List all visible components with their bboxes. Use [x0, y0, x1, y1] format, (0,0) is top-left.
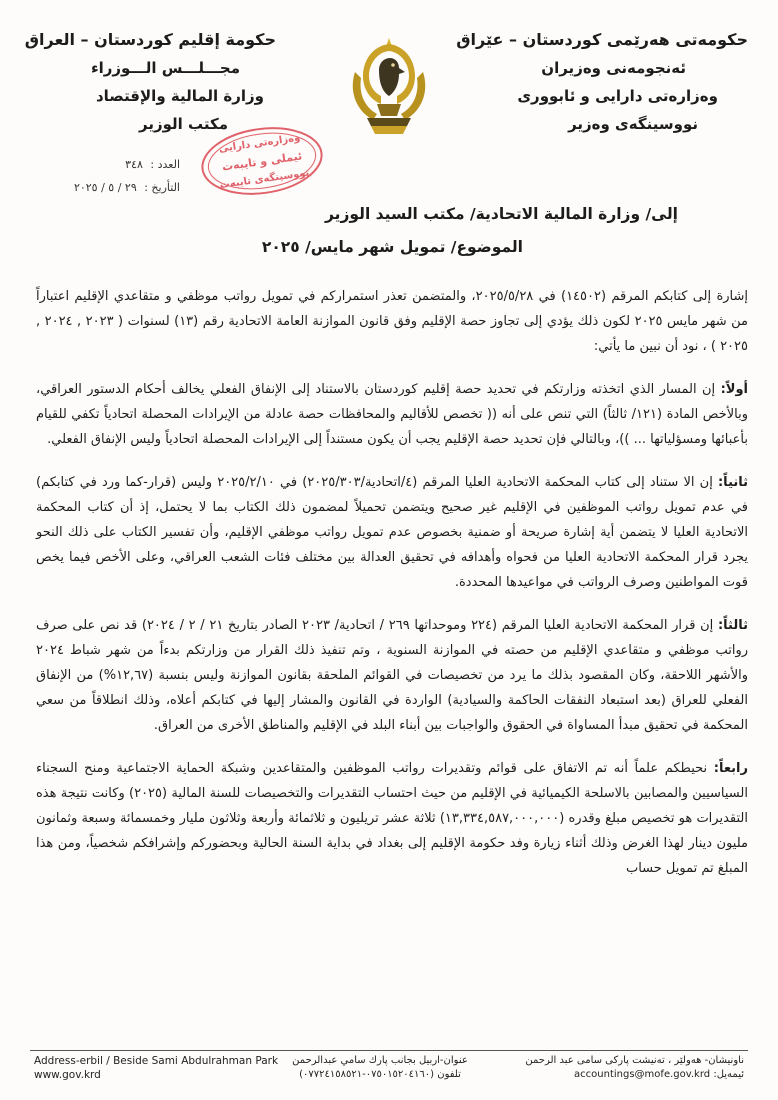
stamp-line1: وەزارەتی دارایی [218, 132, 301, 155]
footer-website[interactable]: www.gov.krd [34, 1069, 101, 1081]
paragraph-second-label: ثانياً: [717, 475, 749, 490]
paragraph-second [36, 470, 748, 595]
paragraph-third [36, 613, 748, 738]
paragraph-third-label: ثالثاً: [717, 618, 748, 633]
kurdish-header-line2: ئەنجومەنی وەزیران [541, 59, 686, 77]
kurdish-header-line1: حکومەتی هەرێمی کوردستان – عێراق [456, 30, 748, 49]
paragraph-intro: إشارة إلى كتابكم المرقم (١٤٥٠٢) في ٢٠٢٥/٥/٢٨، والمتضمن تعذر استمراركم في تمويل رواتب موظفي و متقاعدي الإقليم اعتباراً من شهر مايس ٢٠٢٥ لكون ذلك يؤدي إلى تجاوز حصة الإقليم وفق قانون الموازنة العامة الاتحادية رقم (١٣) لسنوات ( ٢٠٢٣ , ٢٠٢٤ , ٢٠٢٥ ) ، نود أن نبين ما يأتي: [36, 289, 749, 354]
addressee: إلى/ وزارة المالية الاتحادية/ مكتب السيد الوزير [325, 205, 678, 223]
arabic-header-line4: مكتب الوزير [138, 115, 228, 133]
number-value: ٣٤٨ [125, 158, 143, 171]
paragraph-fourth [36, 756, 748, 881]
paragraph-first [36, 377, 748, 452]
subject-line: الموضوع/ تمويل شهر مايس/ ٢٠٢٥ [261, 238, 523, 256]
reference-meta [60, 153, 180, 199]
letter-body [36, 284, 748, 899]
paragraph-first-text: إن المسار الذي اتخذته وزارتكم في تحديد حصة إقليم كوردستان بالاستناد إلى الإنفاق الفعلي يخالف أحكام الدستور العراقي، وبالأخص المادة (١٢١/ ثالثاً) التي تنص على أنه (( تخصص للأقاليم والمحافظات حصة عادلة من الإيرادات المحصلة اتحادياً تكفي للقيام بأعبائها ومسؤلياتها ... ))، وبالتالي فإن تحديد حصة الإقليم يجب أن يكون مستنداً إلى الإيرادات المحصلة اتحادياً وليس الإنفاق الفعلي. [36, 382, 748, 447]
arabic-header-line3: وزارة المالية والإقتصاد [95, 87, 264, 105]
arabic-header-line2: مجـــلـــس الـــوزراء [90, 59, 240, 77]
footer-kurdish [504, 1054, 744, 1082]
footer-address-en: Address-erbil / Beside Sami Abdulrahman Park [34, 1055, 279, 1067]
reference-date [60, 176, 180, 199]
footer-email-label: ئیمەیل: [713, 1069, 744, 1080]
stamp-line3: نووسینگەی تایبەت [219, 167, 311, 192]
paragraph-fourth-label: رابعاً: [713, 761, 748, 776]
footer-arabic [250, 1054, 510, 1082]
reference-number [60, 153, 180, 176]
footer-email-row [504, 1068, 744, 1082]
number-label: العدد : [150, 158, 180, 171]
stamp-line2: ئیملی و تایبەت [221, 149, 303, 174]
footer-address-ku: ناونیشان- هەولێر ، تەنیشت پارکی سامی عبد الرحمن [525, 1055, 744, 1066]
date-value: ٢٩ / ٥ / ٢٠٢٥ [73, 181, 137, 194]
arabic-header [24, 26, 276, 138]
kurdistan-emblem-icon [333, 30, 445, 142]
kurdish-header-line4: نووسینگەی وەزیر [568, 115, 698, 133]
footer-phone: تلفون (٠٧٥٠١٥٢٠٤١٦٠-٠٧٧٢٤١٥٨٥٢١) [299, 1069, 461, 1080]
paragraph-third-text: إن قرار المحكمة الاتحادية العليا المرقم (٢٢٤ وموحداتها ٢٦٩ / اتحادية/ ٢٠٢٣ الصادر بتاريخ ٢١ / ٢ / ٢٠٢٤) قد نص على صرف رواتب موظفي و متقاعدي الإقليم من حصته في الموازنة السنوية ، وتم تنفيذ ذلك القرار من وزارتكم بدءاً من شهر شباط ٢٠٢٤ والأشهر اللاحقة، وكان المقصود بذلك ما يرد من تخصيصات في القوائم الملحقة بقانون الموازنة وليس بنسبة (١٢,٦٧%) من الإنفاق الفعلي للعراق (بعد استبعاد النفقات الحاكمة والسيادية) الواردة في القانون والمشار إليها في كتابكم أعلاه، وذلك انطلاقاً من سعي المحكمة في تحقيق مبدأ المساواة في الحقوق والواجبات بين أبناء البلد في الإقليم والمناطق الأخرى من العراق. [36, 618, 748, 733]
date-label: التأريخ : [144, 181, 180, 194]
ministry-seal-stamp [198, 124, 326, 198]
paragraph-second-text: إن الا ستناد إلى كتاب المحكمة الاتحادية العليا المرقم (٤/اتحادية/٢٠٢٥/٣٠٣) في ٢٠٢٥/٢/١٠ وليس (قرار-كما ورد في كتابكم) في عدم تمويل رواتب الموظفين في الإقليم غير صحيح ويتضمن تحميلاً لمضمون ذلك الكتاب بما لا يحتمل، إذ أن كتاب المحكمة الاتحادية العليا لا يتضمن أية إشارة صريحة أو ضمنية بخصوص عدم تمويل رواتب موظفي الإقليم، وأن تفسير الكتاب على ذلك النحو يجرد قرار المحكمة الاتحادية العليا من فحواه وأهدافه في تحقيق العدالة بين مختلف فئات الشعب العراقي، وعلى الأخص فيما يخص قوت المواطنين وصرف الرواتب في مواعيدها المحددة. [36, 475, 748, 590]
footer-divider [30, 1050, 748, 1051]
arabic-header-line1: حكومة إقليم كوردستان – العراق [24, 30, 276, 49]
footer-email[interactable]: accountings@mofe.gov.krd [574, 1069, 711, 1080]
kurdish-header-line3: وەزارەتی دارایی و ئابووری [517, 87, 718, 105]
paragraph-fourth-text: نحيطكم علماً أنه تم الاتفاق على قوائم وتقديرات رواتب الموظفين والمتقاعدين وشبكة الحماية الاجتماعية ومنح السجناء السياسيين والمصابين بالاسلحة الكيميائية في الإقليم من حيث احتساب التقديرات والتخصيصات للسنة المالية (٢٠٢٥) وكانت نتيجة هذه التقديرات هو تخصيص مبلغ وقدره (١٣,٣٣٤,٥٨٧,٠٠٠,٠٠٠) ثلاثة عشر تريليون و ثلاثمائة وأربعة وثلاثون مليار وخمسمائة وسبعة وثمانون مليون دينار لهذا الغرض وذلك أثناء زيارة وفد حكومة الإقليم إلى بغداد في بداية السنة الحالية وبحضوركم وإشرافكم شخصياً، ومن هذا المبلغ تم تمويل حساب [36, 761, 748, 876]
paragraph-first-label: أولاً: [720, 382, 748, 397]
footer-address-ar: عنوان-اربيل بجانب پارك سامي عبدالرحمن [292, 1055, 468, 1066]
kurdish-header [456, 26, 748, 138]
footer-english [34, 1054, 278, 1082]
